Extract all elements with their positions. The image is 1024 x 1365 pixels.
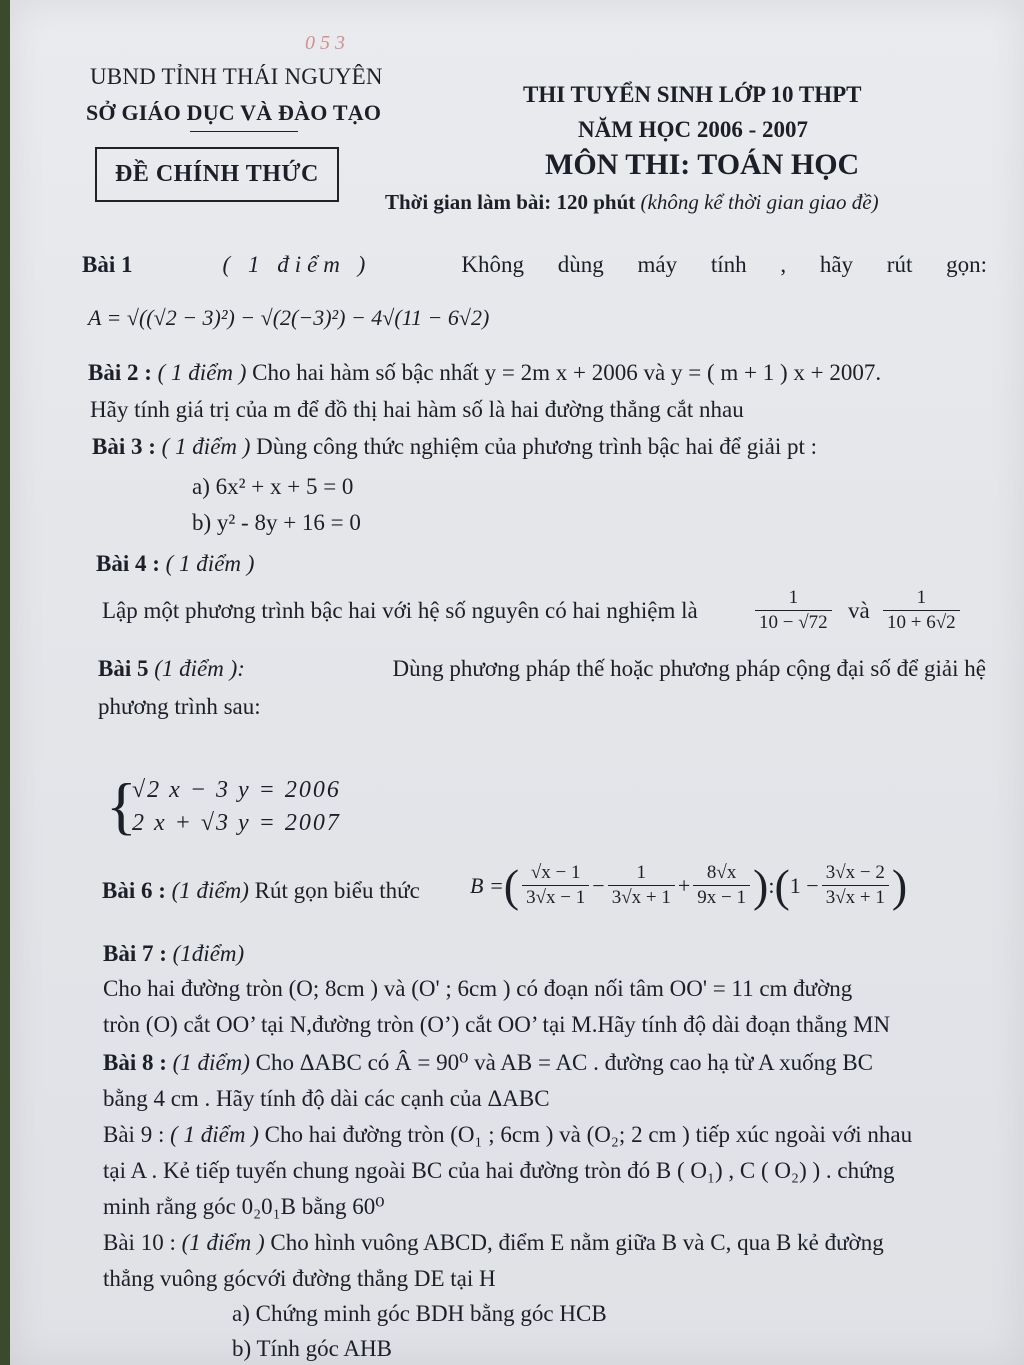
handwritten-mark: 0 5 3 (305, 32, 345, 54)
b-frac4-den: 3√x + 1 (825, 887, 885, 908)
problem-4-fraction-2 (880, 586, 963, 635)
fraction-1-numerator: 1 (755, 586, 832, 611)
problem-5-line2: phương trình sau: (98, 694, 261, 719)
problem-9-text: Cho hai đường tròn (O₁ ; 6cm ) và (O₂; 2 cm ) tiếp xúc ngoài với nhau (264, 1122, 913, 1147)
problem-7-line1: Cho hai đường tròn (O; 8cm ) và (O' ; 6cm ) có đoạn nối tâm OO' = 11 cm đường (103, 976, 853, 1001)
problem-5-points: (1 điểm ): (154, 656, 245, 681)
problem-3-part-b: b) y² - 8y + 16 = 0 (192, 510, 361, 535)
time-label: Thời gian làm bài: 120 phút (385, 190, 636, 214)
problem-9-points: ( 1 điểm ) (170, 1122, 259, 1147)
b-lhs: B = (470, 872, 504, 898)
problem-8-label: Bài 8 : (103, 1050, 167, 1075)
problem-4-fraction-1 (752, 586, 835, 635)
problem-9-line1 (103, 1122, 912, 1148)
b-frac3-den: 9x − 1 (697, 887, 746, 908)
subject-title: MÔN THI: TOÁN HỌC (545, 148, 860, 181)
b-frac2-den: 3√x + 1 (611, 887, 671, 908)
problem-4-label: Bài 4 : (96, 551, 160, 576)
b-frac4-num: 3√x − 2 (822, 861, 889, 886)
system-equation-2: 2 x + √3 y = 2007 (132, 810, 341, 836)
problem-10-line1 (103, 1230, 884, 1256)
problem-2-line1 (88, 360, 881, 386)
problem-7-heading (103, 941, 244, 967)
problem-10-line2: thẳng vuông gócvới đường thẳng DE tại H (103, 1266, 496, 1291)
problem-5-text: Dùng phương pháp thế hoặc phương pháp cộng đại số để giải hệ (392, 656, 986, 681)
problem-6-points: (1 điểm) (171, 878, 249, 903)
problem-10-part-a: a) Chứng minh góc BDH bằng góc HCB (232, 1301, 607, 1326)
problem-3-line1 (92, 434, 817, 460)
problem-8-line1 (103, 1050, 873, 1076)
fraction-2-numerator: 1 (883, 586, 960, 611)
b-frac1-num: √x − 1 (522, 861, 589, 886)
problem-1-label: Bài 1 (82, 252, 133, 277)
school-year: NĂM HỌC 2006 - 2007 (578, 117, 808, 142)
b-frac3-num: 8√x (693, 861, 750, 886)
b-frac2-num: 1 (608, 861, 675, 886)
problem-9-line2: tại A . Kẻ tiếp tuyến chung ngoài BC của hai đường tròn đó B ( O₁) , C ( O₂) ) . chứng (103, 1158, 895, 1183)
problem-9-label: Bài 9 : (103, 1122, 165, 1147)
problem-6-label: Bài 6 : (102, 878, 166, 903)
problem-1-expression: A = √((√2 − 3)²) − √(2(−3)²) − 4√(11 − 6√2) (88, 305, 490, 330)
problem-3-label: Bài 3 : (92, 434, 156, 459)
problem-2-text: Cho hai hàm số bậc nhất y = 2m x + 2006 và y = ( m + 1 ) x + 2007. (252, 360, 882, 385)
problem-7-line2: tròn (O) cắt OO’ tại N,đường tròn (O’) cắt OO’ tại M.Hãy tính độ dài đoạn thẳng MN (103, 1012, 891, 1037)
fraction-1-denominator: 10 − √72 (759, 612, 828, 633)
time-note: (không kể thời gian giao đề) (640, 190, 879, 214)
problem-10-text: Cho hình vuông ABCD, điểm E nằm giữa B và C, qua B kẻ đường (270, 1230, 884, 1255)
system-brace: { (106, 770, 137, 841)
time-allowed (385, 190, 879, 215)
problem-8-line2: bằng 4 cm . Hãy tính độ dài các cạnh của ΔABC (103, 1086, 550, 1111)
problem-1-points: ( 1 điểm ) (222, 252, 372, 277)
problem-6-heading (102, 878, 420, 904)
problem-7-label: Bài 7 : (103, 941, 167, 966)
problem-4-text: Lập một phương trình bậc hai với hệ số nguyên có hai nghiệm là (102, 598, 698, 623)
fraction-2-denominator: 10 + 6√2 (887, 612, 956, 633)
problem-6-expression: B = ( $\frac{√x - 1}{3√x - 1}$ − $\frac{1}{3√x + 1}$ + $\frac{8√x}{9x - 1}$ ) : ( 1 − $\frac{3√x - 2}{3√x + 1}$ ) (470, 859, 908, 911)
problem-9-line3: minh rằng góc 0₂0₁B bằng 60⁰ (103, 1194, 385, 1219)
problem-8-text: Cho ΔABC có Â = 90⁰ và AB = AC . đường cao hạ từ A xuống BC (255, 1050, 874, 1075)
problem-4-and: và (848, 598, 870, 623)
b-frac1-den: 3√x − 1 (526, 887, 586, 908)
problem-4-heading (96, 551, 254, 577)
problem-10-points: (1 điểm ) (181, 1230, 265, 1255)
problem-10-part-b: b) Tính góc AHB (232, 1336, 392, 1361)
education-department: SỞ GIÁO DỤC VÀ ĐÀO TẠO (86, 100, 382, 125)
problem-3-points: ( 1 điểm ) (161, 434, 251, 459)
problem-7-points: (1điểm) (172, 941, 245, 966)
problem-3-part-a: a) 6x² + x + 5 = 0 (192, 474, 354, 499)
province-committee: UBND TỈNH THÁI NGUYÊN (90, 64, 383, 89)
problem-5-line1 (98, 656, 986, 682)
problem-3-text: Dùng công thức nghiệm của phương trình bậc hai để giải pt : (256, 434, 818, 459)
problem-1-text: Không dùng máy tính , hãy rút gọn: (461, 252, 987, 277)
exam-title: THI TUYỂN SINH LỚP 10 THPT (523, 82, 862, 107)
problem-2-line2: Hãy tính giá trị của m để đồ thị hai hàm số là hai đường thẳng cắt nhau (90, 397, 744, 422)
problem-2-label: Bài 2 : (88, 360, 152, 385)
problem-8-points: (1 điểm) (172, 1050, 250, 1075)
problem-6-text: Rút gọn biểu thức (254, 878, 420, 903)
official-exam-box: ĐỀ CHÍNH THỨC (95, 147, 339, 202)
system-equation-1: √2 x − 3 y = 2006 (132, 777, 341, 803)
problem-5-label: Bài 5 (98, 656, 149, 681)
problem-4-points: ( 1 điểm ) (165, 551, 255, 576)
problem-1-heading (82, 252, 987, 278)
problem-2-points: ( 1 điểm ) (157, 360, 247, 385)
department-underline (190, 131, 298, 132)
problem-10-label: Bài 10 : (103, 1230, 176, 1255)
